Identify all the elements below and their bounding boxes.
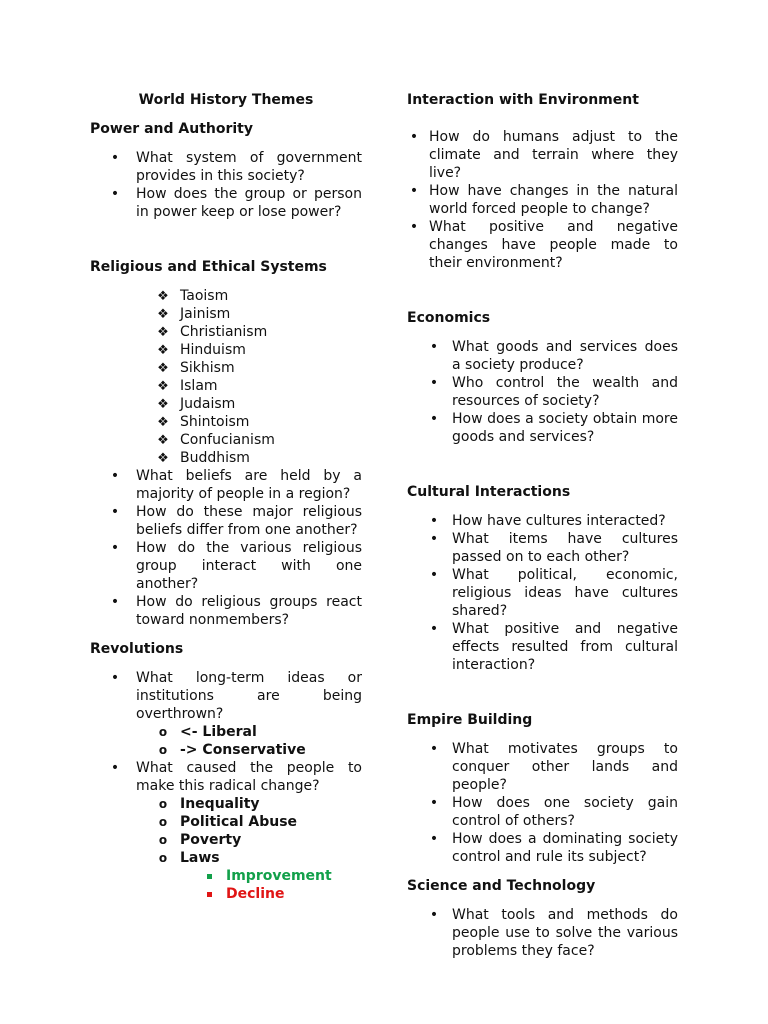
diamond-bullet-icon <box>156 431 170 450</box>
page-title: World History Themes <box>138 92 314 108</box>
bullet-icon <box>427 830 441 848</box>
section-heading-economics: Economics <box>407 310 491 326</box>
diamond-bullet-icon <box>156 341 170 360</box>
list-item: ❖ Jainism <box>90 305 362 323</box>
circle-bullet-icon <box>156 723 170 741</box>
right-column <box>407 91 678 960</box>
section-heading-revolutions: Revolutions <box>90 641 184 657</box>
empire-questions <box>407 740 678 866</box>
sub-list-item: o Political Abuse <box>90 813 362 831</box>
sub-sub-list-item-improvement: Improvement <box>90 867 362 885</box>
list-item: • How do these major religious beliefs differ from one another? <box>90 503 362 539</box>
diamond-bullet-icon <box>156 359 170 378</box>
bullet-icon <box>108 149 122 167</box>
list-item: ❖ Confucianism <box>90 431 362 449</box>
bullet-icon <box>427 530 441 548</box>
list-item: • What system of government provides in this society? <box>90 149 362 185</box>
bullet-icon <box>427 906 441 924</box>
square-bullet-icon <box>202 867 216 885</box>
list-item: • What caused the people to make this radical change? <box>90 759 362 795</box>
sub-list-item: o Laws <box>90 849 362 867</box>
list-item: • What items have cultures passed on to each other? <box>407 530 678 566</box>
science-questions <box>407 906 678 960</box>
list-item: ❖ Islam <box>90 377 362 395</box>
circle-bullet-icon <box>156 741 170 759</box>
environment-questions <box>407 128 678 272</box>
left-column <box>90 91 362 903</box>
list-item: ❖ Sikhism <box>90 359 362 377</box>
list-item: • How have changes in the natural world forced people to change? <box>407 182 678 218</box>
list-item: • What goods and services does a society produce? <box>407 338 678 374</box>
sub-list-item: o Poverty <box>90 831 362 849</box>
list-item: • What motivates groups to conquer other lands and people? <box>407 740 678 794</box>
list-item: • What long-term ideas or institutions are being overthrown? <box>90 669 362 723</box>
section-heading-environment: Interaction with Environment <box>407 92 639 108</box>
bullet-icon <box>427 338 441 356</box>
sub-sub-list-item-decline: Decline <box>90 885 362 903</box>
bullet-icon <box>108 593 122 611</box>
list-item: • How have cultures interacted? <box>407 512 678 530</box>
circle-bullet-icon <box>156 795 170 813</box>
list-item: • How do humans adjust to the climate and terrain where they live? <box>407 128 678 182</box>
economics-questions <box>407 338 678 446</box>
list-item: • How do religious groups react toward nonmembers? <box>90 593 362 629</box>
bullet-icon <box>108 539 122 557</box>
section-heading-science: Science and Technology <box>407 878 596 894</box>
bullet-icon <box>108 185 122 203</box>
diamond-bullet-icon <box>156 323 170 342</box>
bullet-icon <box>407 182 421 200</box>
bullet-icon <box>427 374 441 392</box>
list-item: ❖ Judaism <box>90 395 362 413</box>
section-heading-empire: Empire Building <box>407 712 533 728</box>
bullet-icon <box>427 566 441 584</box>
bullet-icon <box>108 503 122 521</box>
cultural-questions <box>407 512 678 674</box>
list-item: • What beliefs are held by a majority of people in a region? <box>90 467 362 503</box>
list-item: ❖ Shintoism <box>90 413 362 431</box>
diamond-bullet-icon <box>156 395 170 414</box>
bullet-icon <box>427 740 441 758</box>
section-heading-religion: Religious and Ethical Systems <box>90 259 327 275</box>
diamond-bullet-icon <box>156 377 170 396</box>
square-bullet-icon <box>202 885 216 903</box>
circle-bullet-icon <box>156 831 170 849</box>
bullet-icon <box>407 128 421 146</box>
power-questions <box>90 149 362 221</box>
diamond-bullet-icon <box>156 305 170 324</box>
list-item: • How does a society obtain more goods and services? <box>407 410 678 446</box>
list-item: • How does one society gain control of others? <box>407 794 678 830</box>
section-heading-cultural: Cultural Interactions <box>407 484 571 500</box>
religious-systems-list <box>90 287 362 467</box>
section-heading-power: Power and Authority <box>90 121 253 137</box>
list-item: • What tools and methods do people use to solve the various problems they face? <box>407 906 678 960</box>
bullet-icon <box>407 218 421 236</box>
revolution-questions <box>90 669 362 903</box>
bullet-icon <box>427 512 441 530</box>
bullet-icon <box>108 669 122 687</box>
bullet-icon <box>108 467 122 485</box>
list-item: ❖ Hinduism <box>90 341 362 359</box>
list-item: • How does the group or person in power keep or lose power? <box>90 185 362 221</box>
list-item: • What political, economic, religious ideas have cultures shared? <box>407 566 678 620</box>
bullet-icon <box>108 759 122 777</box>
list-item: ❖ Christianism <box>90 323 362 341</box>
bullet-icon <box>427 620 441 638</box>
list-item: ❖ Buddhism <box>90 449 362 467</box>
sub-list-item: o -> Conservative <box>90 741 362 759</box>
sub-list-item: o <- Liberal <box>90 723 362 741</box>
circle-bullet-icon <box>156 813 170 831</box>
list-item: ❖ Taoism <box>90 287 362 305</box>
list-item: • Who control the wealth and resources of society? <box>407 374 678 410</box>
diamond-bullet-icon <box>156 413 170 432</box>
bullet-icon <box>427 794 441 812</box>
religion-questions <box>90 467 362 629</box>
sub-list-item: o Inequality <box>90 795 362 813</box>
list-item: • What positive and negative effects resulted from cultural interaction? <box>407 620 678 674</box>
list-item: • What positive and negative changes have people made to their environment? <box>407 218 678 272</box>
bullet-icon <box>427 410 441 428</box>
circle-bullet-icon <box>156 849 170 867</box>
diamond-bullet-icon <box>156 449 170 468</box>
list-item: • How do the various religious group interact with one another? <box>90 539 362 593</box>
diamond-bullet-icon <box>156 287 170 306</box>
list-item: • How does a dominating society control and rule its subject? <box>407 830 678 866</box>
